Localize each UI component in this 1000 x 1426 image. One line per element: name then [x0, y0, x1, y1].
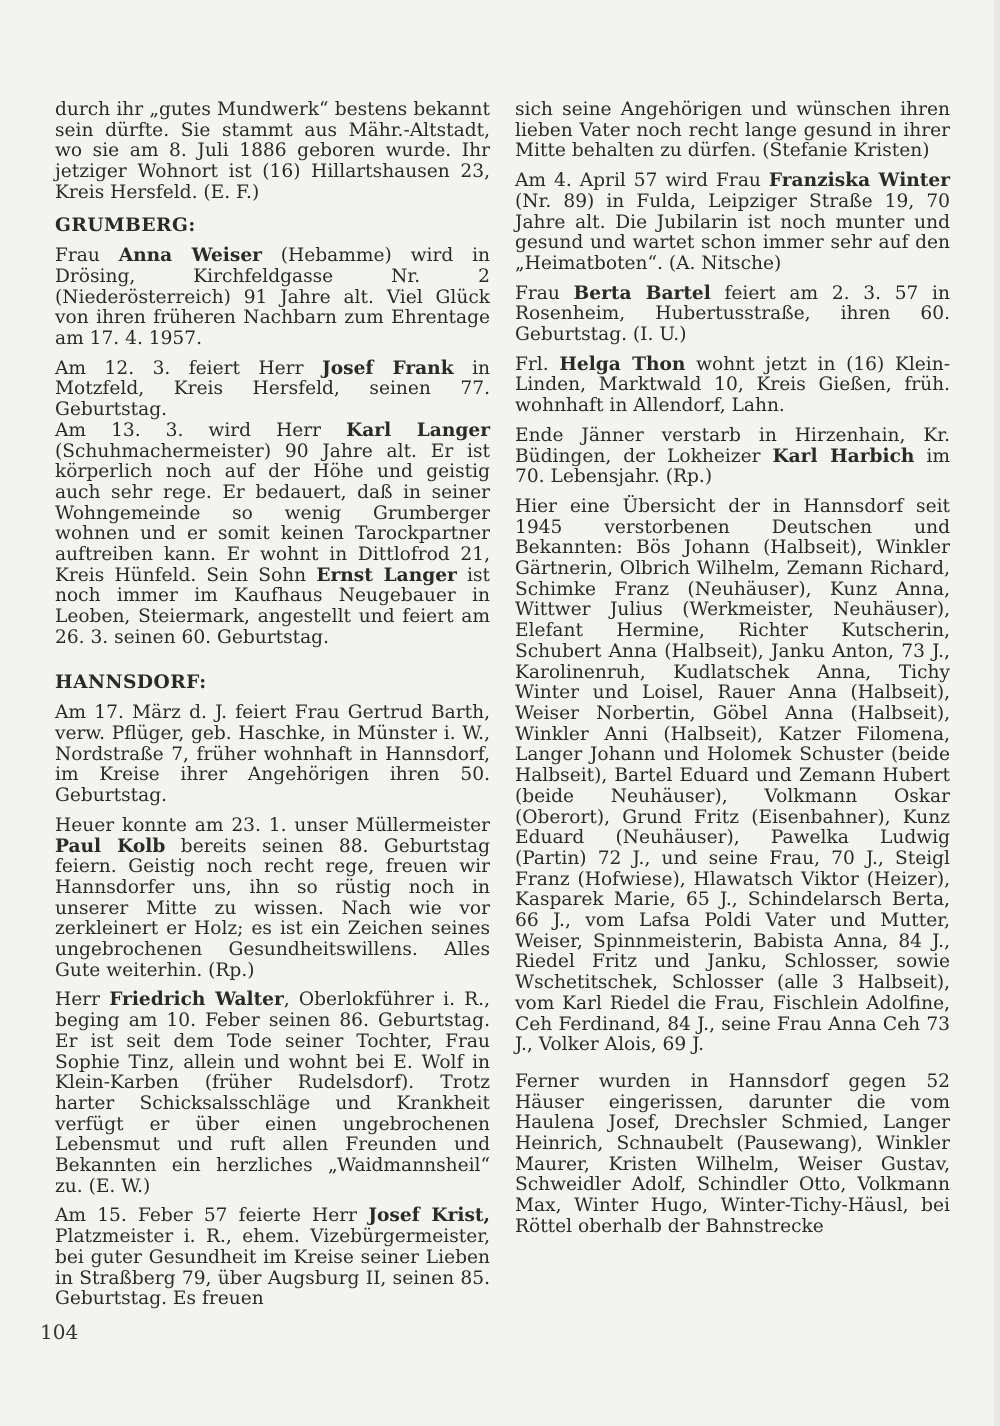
- text-run: Ende Jänner verstarb in Hirzenhain, Kr. Büdingen, der Lokheizer: [515, 424, 950, 467]
- text-run: Frl.: [515, 353, 560, 375]
- text-run: (Hebamme) wird in Drösing, Kirchfeldgasse Nr. 2 (Niederösterreich) 91 Jahre alt. Viel Glück von ihren früheren Nachbarn zum Ehrentage am 17. 4. 1957.: [55, 245, 490, 350]
- text-run: Ferner wurden in Hannsdorf gegen 52 Häuser eingerissen, darunter die vom Haulena Josef, Drechsler Schmied, Langer Heinrich, Schnaubelt (Pausewang), Winkler Maurer, Kristen Wilhelm, Weiser Gustav, Schweidler Adolf, Schindler Otto, Volkmann Max, Winter Hugo, Winter-Tichy-Häusl, bei Röttel oberhalb der Bahnstrecke: [515, 1070, 950, 1237]
- paragraph: [515, 171, 950, 275]
- paragraph: [515, 426, 950, 488]
- paragraph: [515, 355, 950, 417]
- left-column: [55, 100, 490, 1319]
- section-heading: HANNSDORF:: [55, 671, 207, 693]
- text-run: Hier eine Übersicht der in Hannsdorf seit 1945 verstorbenen Deutschen und Bekannten: Bös Johann (Halbseit), Winkler Gärtnerin, Olbrich Wilhelm, Zemann Richard, Schimke Franz (Neuhäuser), Kunz Anna, Wittwer Julius (Werkmeister, Neuhäuser), Elefant Hermine, Richter Kutscherin, Schubert Anna (Halbseit), Janku Anton, 73 J., Karolinenruh, Kudlatschek Anna, Tichy Winter und Loisel, Rauer Anna (Halbseit), Weiser Norbertin, Göbel Anna (Halbseit), Winkler Anni (Halbseit), Katzer Filomena, Langer Johann und Holomek Schuster (beide Halbseit), Bartel Eduard und Zemann Hubert (beide Neuhäuser), Volkmann Oskar (Oberort), Grund Fritz (Eisenbahner), Kunz Eduard (Neuhäuser), Pawelka Ludwig (Partin) 72 J., und seine Frau, 70 J., Steigl Franz (Hofwiese), Hlawatsch Viktor (Heizer), Kasparek Marie, 65 J., Schindelarsch Berta, 66 J., vom Lafsa Poldi Vater und Mutter, Weiser, Spinnmeisterin, Babista Anna, 84 J., Riedel Fritz und Janku, Schlosser, sowie Wschetitschek, Schlosser (alle 3 Halbseit), vom Karl Riedel die Frau, Fischlein Adolfine, Ceh Ferdinand, 84 J., seine Frau Anna Ceh 73 J., Volker Alois, 69 J.: [515, 495, 950, 1056]
- text-run: Frau: [55, 245, 119, 267]
- text-run: (Nr. 89) in Fulda, Leipziger Straße 19, 70 Jahre alt. Die Jubilarin ist noch munter und gesund und wartet schon immer sehr auf den „Heimatboten“. (A. Nitsche): [515, 190, 950, 274]
- person-name: Ernst Langer: [316, 564, 457, 586]
- paragraph: [515, 1072, 950, 1238]
- text-run: Am 12. 3. feiert Herr: [55, 357, 322, 379]
- text-run: sich seine Angehörigen und wünschen ihren lieben Vater noch recht lange gesund in ihrer Mitte behalten zu dürfen. (Stefanie Kristen): [515, 99, 950, 162]
- right-column: [515, 100, 950, 1247]
- text-run: Frau: [515, 282, 574, 304]
- text-run: in Motzfeld, Kreis Hersfeld, seinen 77. Geburtstag.: [55, 357, 490, 421]
- text-run: ist noch immer im Kaufhaus Neugebauer in Leoben, Steiermark, angestellt und feiert am 26. 3. seinen 60. Geburtstag.: [55, 564, 490, 648]
- text-run: durch ihr „gutes Mundwerk“ bestens bekannt sein dürfte. Sie stammt aus Mähr.-Altstadt, wo sie am 8. Juli 1886 geboren wurde. Ihr jetziger Wohnort ist (16) Hillartshausen 23, Kreis Hersfeld. (E. F.): [55, 99, 490, 203]
- text-run: (Schuhmachermeister) 90 Jahre alt. Er ist körperlich noch auf der Höhe und geistig auch sehr rege. Er bedauert, daß in seiner Wohngemeinde so wenig Grumberger wohnen und er somit keinen Tarockpartner auftreiben kann. Er wohnt in Dittlofrod 21, Kreis Hünfeld. Sein Sohn: [55, 440, 490, 586]
- text-run: Am 4. April 57 wird Frau: [515, 170, 769, 192]
- person-name: Paul Kolb: [55, 835, 166, 857]
- person-name: Josef Frank: [321, 357, 454, 379]
- paragraph: [515, 284, 950, 346]
- text-run: Herr: [55, 989, 110, 1011]
- section-heading: GRUMBERG:: [55, 214, 196, 236]
- person-name: Friedrich Walter: [109, 989, 284, 1011]
- page-edge: [994, 0, 1000, 1426]
- paragraph: [55, 1206, 490, 1310]
- paragraph: [55, 246, 490, 350]
- person-name: Anna Weiser: [118, 245, 262, 267]
- text-run: bereits seinen 88. Geburtstag feiern. Geistig noch recht rege, freuen wir Hannsdorfer uns, ihn so rüstig noch in unserer Mitte zu wissen. Nach wie vor zerkleinert er Holz; es ist ein Zeichen seines ungebrochenen Gesundheitswillens. Alles Gute weiterhin. (Rp.): [55, 835, 490, 981]
- text-run: Platzmeister i. R., ehem. Vizebürgermeister, bei guter Gesundheit im Kreise seiner Lieben in Straßberg 79, über Augsburg II, seinen 85. Geburtstag. Es freuen: [55, 1226, 490, 1310]
- paragraph: [55, 990, 490, 1197]
- text-run: Heuer konnte am 23. 1. unser Müllermeister: [55, 814, 490, 836]
- text-run: Am 13. 3. wird Herr: [55, 419, 347, 441]
- paragraph: [55, 421, 490, 649]
- person-name: Josef Krist,: [368, 1205, 490, 1227]
- paragraph: [515, 100, 950, 162]
- paragraph: [55, 703, 490, 807]
- paragraph: [55, 100, 490, 204]
- text-run: im 70. Lebensjahr. (Rp.): [515, 445, 950, 488]
- text-run: Am 15. Feber 57 feierte Herr: [55, 1205, 369, 1227]
- text-run: , Oberlokführer i. R., beging am 10. Feber seinen 86. Geburtstag. Er ist seit dem Tode seiner Tochter, Frau Sophie Tinz, allein und wohnt bei E. Wolf in Klein-Karben (früher Rudelsdorf). Trotz harter Schicksalsschläge und Krankheit verfügt er über einen ungebrochenen Lebensmut und ruft allen Freunden und Bekannten ein herzliches „Waidmannsheil“ zu. (E. W.): [55, 989, 490, 1197]
- text-run: wohnt jetzt in (16) Klein-Linden, Marktwald 10, Kreis Gießen, früh. wohnhaft in Allendorf, Lahn.: [515, 353, 951, 417]
- paragraph: [55, 359, 490, 421]
- person-name: Karl Harbich: [772, 445, 915, 467]
- text-run: feiert am 2. 3. 57 in Rosenheim, Hubertusstraße, ihren 60. Geburtstag. (I. U.): [515, 282, 950, 346]
- person-name: Helga Thon: [559, 353, 686, 375]
- page-number: 104: [40, 1320, 79, 1344]
- person-name: Franziska Winter: [768, 170, 950, 192]
- paragraph: [515, 497, 950, 1056]
- person-name: Karl Langer: [346, 419, 490, 441]
- text-run: Am 17. März d. J. feiert Frau Gertrud Barth, verw. Pflüger, geb. Haschke, in Münster i. W., Nordstraße 7, früher wohnhaft in Hannsdorf, im Kreise ihrer Angehörigen ihren 50. Geburtstag.: [55, 702, 490, 807]
- paragraph: [55, 816, 490, 982]
- person-name: Berta Bartel: [573, 282, 711, 304]
